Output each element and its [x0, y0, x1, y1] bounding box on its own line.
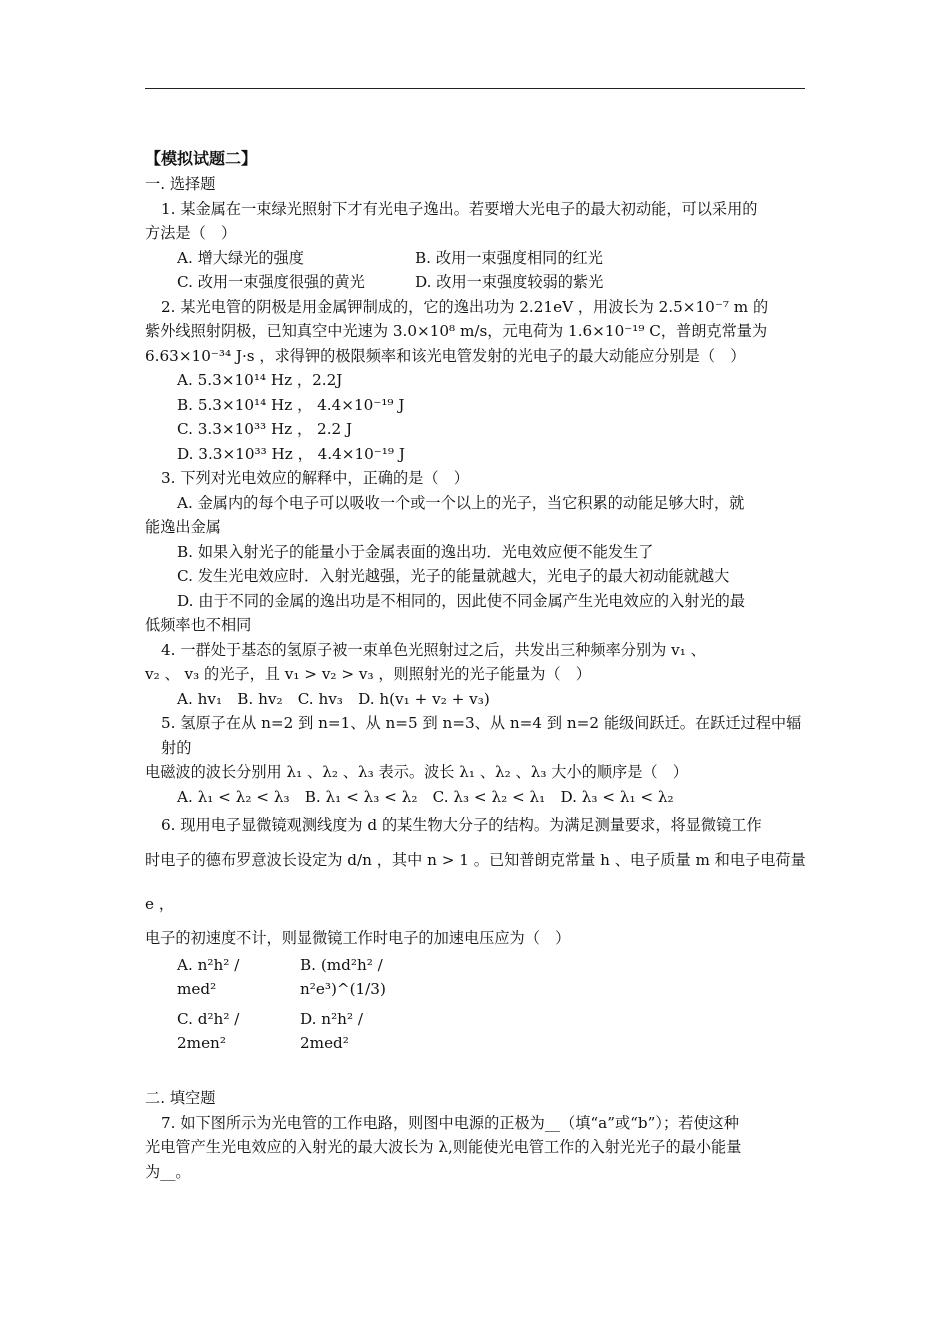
q6-stem-line3: 电子的初速度不计，则显微镜工作时电子的加速电压应为（ ）	[145, 928, 571, 947]
q3-stem: 3. 下列对光电效应的解释中，正确的是（ ）	[161, 469, 469, 487]
q1-options-row2	[145, 270, 807, 295]
q5-stem-line2: 电磁波的波长分别用 λ₁ 、λ₂ 、λ₃ 表示。波长 λ₁ 、λ₂ 、λ₃ 大小的顺序是（ ）	[145, 763, 688, 781]
q1-option-b: B. 改用一束强度相同的红光	[415, 248, 603, 267]
q7-line2: 光电管产生光电效应的入射光的最大波长为 λ,则能使光电管工作的入射光光子的最小能量	[145, 1138, 742, 1156]
part2-heading: 二. 填空题	[145, 1089, 216, 1107]
q3-option-d-line1: D. 由于不同的金属的逸出功是不相同的，因此使不同金属产生光电效应的入射光的最	[177, 591, 746, 610]
q4-stem-line2: v₂ 、 v₃ 的光子，且 v₁ > v₂ > v₃ ，则照射光的光子能量为（ ）	[145, 665, 591, 683]
q6-option-c: C. d²h² / 2men²	[177, 1009, 240, 1052]
q3-option-d-line2: 低频率也不相同	[145, 616, 252, 634]
q7-line3: 为__。	[145, 1162, 191, 1181]
q1-option-c: C. 改用一束强度很强的黄光	[177, 273, 365, 291]
q6-option-b: B. (md²h² / n²e³)^(1/3)	[300, 955, 386, 998]
exam-content	[145, 146, 807, 1184]
q1-options-row1	[145, 246, 807, 271]
q3-option-c: C. 发生光电效应时．入射光越强，光子的能量就越大，光电子的最大初动能就越大	[177, 567, 730, 585]
q1-stem-line2: 方法是（ ）	[145, 224, 237, 242]
q6-options-row2	[145, 1004, 807, 1058]
q1-option-a: A. 增大绿光的强度	[177, 248, 304, 267]
q6-option-a: A. n²h² / med²	[177, 955, 240, 998]
q4-options: A. hv₁ B. hv₂ C. hv₃ D. h(v₁ + v₂ + v₃)	[177, 689, 490, 708]
q2-stem-line2: 紫外线照射阴极，已知真空中光速为 3.0×10⁸ m/s，元电荷为 1.6×10⁻¹⁹ C，普朗克常量为	[145, 322, 768, 340]
q6-stem-line2: 时电子的德布罗意波长设定为 d/n ，其中 n > 1 。已知普朗克常量 h 、电子质量 m 和电子电荷量 e ，	[145, 850, 806, 913]
q2-option-a: A. 5.3×10¹⁴ Hz ，2.2J	[177, 371, 343, 389]
header-rule	[145, 88, 805, 89]
section-gap	[145, 1058, 807, 1086]
q3-option-a-line1: A. 金属内的每个电子可以吸收一个或一个以上的光子，当它积累的动能足够大时，就	[177, 493, 745, 512]
q5-stem-line1: 5. 氢原子在从 n=2 到 n=1、从 n=5 到 n=3、从 n=4 到 n=2 能级间跃迁。在跃迁过程中辐射的	[161, 714, 802, 757]
part1-heading: 一. 选择题	[145, 175, 216, 193]
q3-option-b: B. 如果入射光子的能量小于金属表面的逸出功．光电效应便不能发生了	[177, 542, 654, 561]
q1-option-d: D. 改用一束强度较弱的紫光	[415, 273, 604, 291]
q3-option-a-line2: 能逸出金属	[145, 518, 221, 536]
q6-options-row1	[145, 950, 807, 1004]
q6-stem-line1: 6. 现用电子显微镜观测线度为 d 的某生物大分子的结构。为满足测量要求，将显微镜工作	[161, 816, 762, 834]
q2-option-b: B. 5.3×10¹⁴ Hz ， 4.4×10⁻¹⁹ J	[177, 395, 405, 414]
q2-option-d: D. 3.3×10³³ Hz ， 4.4×10⁻¹⁹ J	[177, 444, 405, 463]
q5-options: A. λ₁ < λ₂ < λ₃ B. λ₁ < λ₃ < λ₂ C. λ₃ < λ₂ < λ₁ D. λ₃ < λ₁ < λ₂	[177, 787, 674, 806]
q7-line1: 7. 如下图所示为光电管的工作电路，则图中电源的正极为__（填“a”或“b”）；若使这种	[161, 1113, 739, 1132]
section-title: 【模拟试题二】	[145, 149, 258, 168]
q2-stem-line1: 2. 某光电管的阴极是用金属钾制成的，它的逸出功为 2.21eV ，用波长为 2.5×10⁻⁷ m 的	[161, 297, 769, 316]
q2-stem-line3: 6.63×10⁻³⁴ J·s ，求得钾的极限频率和该光电管发射的光电子的最大动能应分别是（ ）	[145, 346, 746, 365]
q6-option-d: D. n²h² / 2med²	[300, 1009, 363, 1052]
q4-stem-line1: 4. 一群处于基态的氢原子被一束单色光照射过之后，共发出三种频率分别为 v₁ 、	[161, 640, 706, 659]
q1-stem-line1: 1. 某金属在一束绿光照射下才有光电子逸出。若要增大光电子的最大初动能，可以采用的	[161, 199, 758, 218]
q2-option-c: C. 3.3×10³³ Hz ， 2.2 J	[177, 420, 353, 438]
